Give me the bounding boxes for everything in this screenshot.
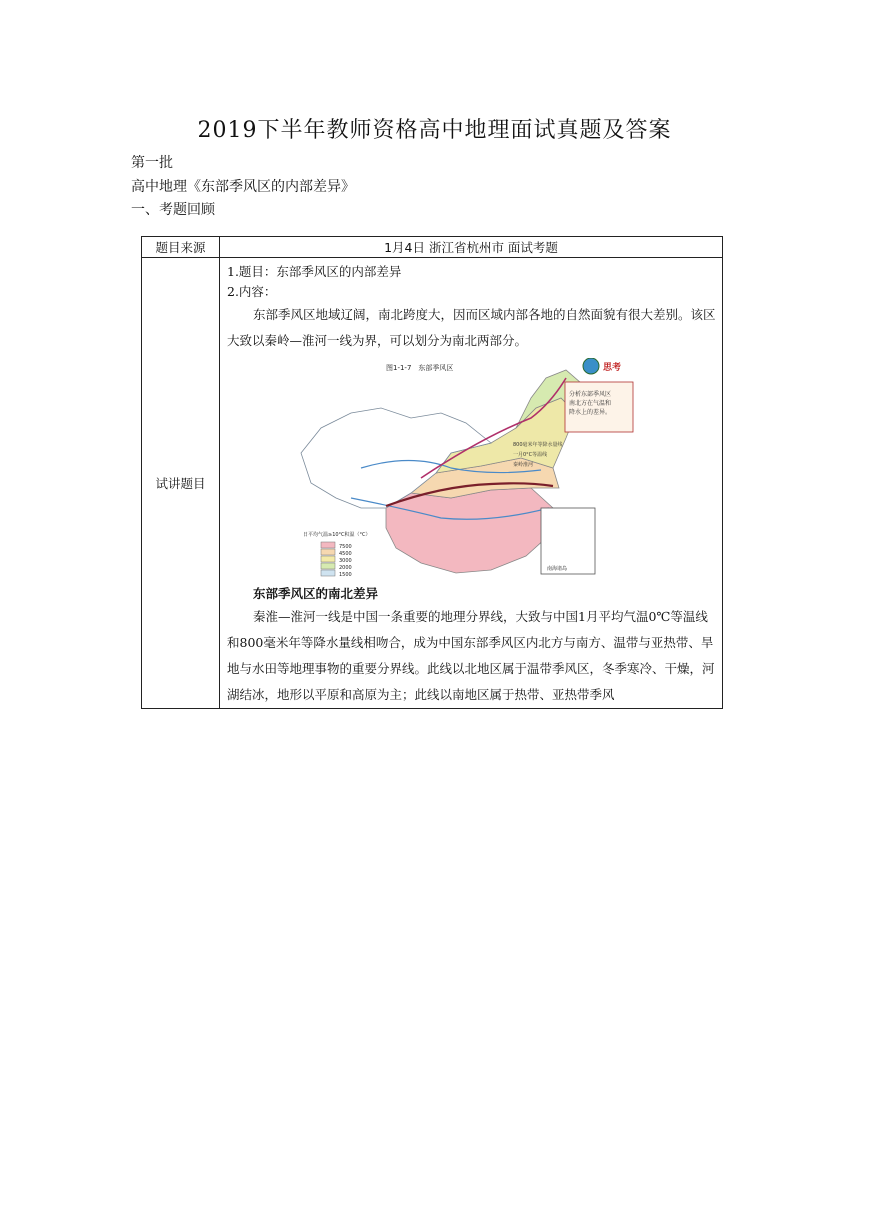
- inset-label: 南海诸岛: [547, 566, 568, 572]
- intro-paragraph: 东部季风区地域辽阔，南北跨度大，因而区域内部各地的自然面貌有很大差别。该区大致以秦岭—淮河一线为界，可以划分为南北两部分。: [227, 307, 716, 348]
- legend-value-3: 3000: [339, 558, 352, 564]
- think-text-line: 南北方在气温和: [569, 400, 612, 407]
- legend-swatch-3: [321, 556, 335, 562]
- content-cell: [220, 258, 723, 709]
- map-inset-frame: [541, 508, 595, 574]
- map-south-region: [386, 488, 553, 573]
- exam-table: [141, 236, 723, 709]
- think-box: [565, 382, 633, 432]
- subject-line: 高中地理《东部季风区的内部差异》: [131, 179, 355, 195]
- line-label-qinling: 秦岭淮河: [513, 462, 534, 468]
- row-label-cell: 试讲题目: [142, 258, 220, 709]
- legend-swatch-5: [321, 570, 335, 576]
- item-content-label: 2.内容：: [227, 284, 277, 299]
- globe-icon: [583, 358, 599, 374]
- header-value-cell: 1月4日 浙江省杭州市 面试考题: [220, 237, 723, 258]
- line-label-precip: 800毫米年等降水量线: [513, 442, 563, 448]
- legend-swatch-2: [321, 549, 335, 555]
- legend-swatch-4: [321, 563, 335, 569]
- body-paragraph: 秦淮—淮河一线是中国一条重要的地理分界线，大致与中国1月平均气温0℃等温线和800毫米年等降水量线相吻合，成为中国东部季风区内北方与南方、温带与亚热带、旱地与水田等地理事物的重要分界线。此线以北地区属于温带季风区，冬季寒冷、干燥，河湖结冰，地形以平原和高原为主；此线以南地区属于热带、亚热带季风: [227, 609, 715, 702]
- legend-value-1: 7500: [339, 544, 352, 550]
- document-title: 2019下半年教师资格高中地理面试真题及答案: [197, 118, 672, 143]
- monsoon-region-map: [291, 358, 635, 580]
- table-content-row: [142, 258, 723, 709]
- section-heading: 一、考题回顾: [131, 202, 215, 218]
- map-figure: [291, 358, 635, 580]
- header-label-cell: 题目来源: [142, 237, 220, 258]
- item-title: 1.题目：东部季风区的内部差异: [227, 264, 402, 279]
- line-label-temp: 一月0°C等温线: [513, 452, 548, 458]
- think-text-line: 分析东部季风区: [569, 391, 612, 398]
- think-text-1: [569, 390, 611, 416]
- legend-title: 日平均气温≥10°C积温（°C）: [303, 532, 371, 538]
- table-header-row: [142, 237, 723, 258]
- legend-value-2: 4500: [339, 551, 352, 557]
- think-label: 思考: [603, 363, 622, 373]
- legend-value-4: 2000: [339, 565, 352, 571]
- batch-label: 第一批: [131, 155, 173, 171]
- legend-swatch-1: [321, 542, 335, 548]
- legend-value-5: 1500: [339, 572, 352, 578]
- subsection-heading: 东部季风区的南北差异: [253, 586, 379, 601]
- map-caption: 图1-1-7 东部季风区: [386, 364, 454, 372]
- think-text-line: 降水上的差异。: [569, 409, 612, 416]
